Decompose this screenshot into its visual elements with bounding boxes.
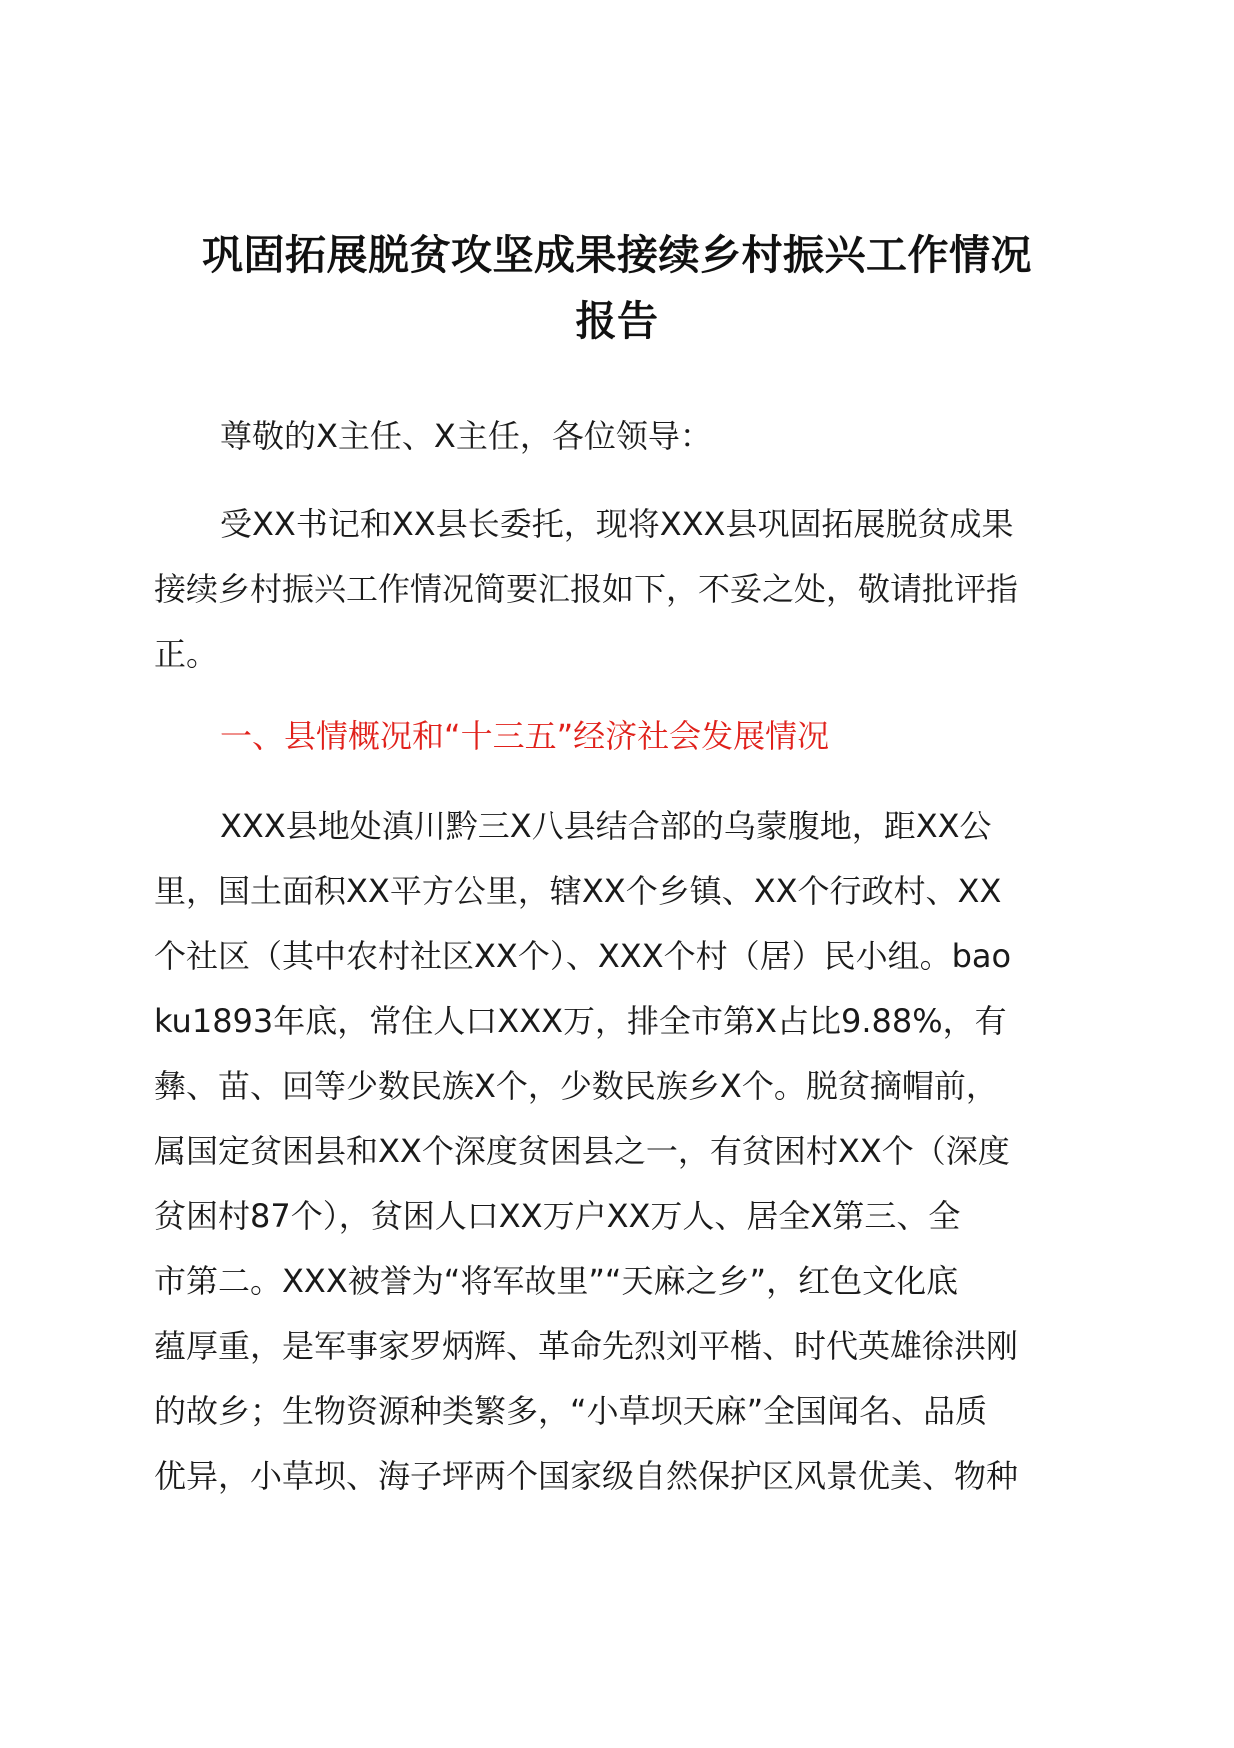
title-line-1: 巩固拓展脱贫攻坚成果接续乡村振兴工作情况 xyxy=(202,231,1032,279)
body-line: 贫困村87个），贫困人口XX万户XX万人、居全X第三、全 xyxy=(154,1197,961,1235)
body-line: 蕴厚重，是军事家罗炳辉、革命先烈刘平楷、时代英雄徐洪刚 xyxy=(154,1327,1019,1365)
title-line-2: 报告 xyxy=(575,297,659,345)
body-line: 市第二。XXX被誉为“将军故里”“天麻之乡”，红色文化底 xyxy=(154,1262,959,1300)
document-title xyxy=(150,222,1084,354)
body-line: 里，国土面积XX平方公里，辖XX个乡镇、XX个行政村、XX xyxy=(154,872,1002,910)
body-line: 属国定贫困县和XX个深度贫困县之一，有贫困村XX个（深度 xyxy=(154,1132,1010,1170)
salutation-paragraph xyxy=(154,404,1084,469)
body-line: 的故乡；生物资源种类繁多，“小草坝天麻”全国闻名、品质 xyxy=(154,1392,988,1430)
body-line: 优异，小草坝、海子坪两个国家级自然保护区风景优美、物种 xyxy=(154,1457,1019,1495)
body-line: XXX县地处滇川黔三X八县结合部的乌蒙腹地，距XX公 xyxy=(220,807,992,845)
intro-line: 接续乡村振兴工作情况简要汇报如下，不妥之处，敬请批评指 xyxy=(154,570,1019,608)
section-heading-1: 一、县情概况和“十三五”经济社会发展情况 xyxy=(220,717,830,755)
intro-line: 受XX书记和XX县长委托，现将XXX县巩固拓展脱贫成果 xyxy=(220,505,1014,543)
salutation-text: 尊敬的X主任、X主任，各位领导： xyxy=(220,417,712,455)
section-1-paragraph xyxy=(154,794,1084,1509)
body-line: ku1893年底，常住人口XXX万，排全市第X占比9.88%，有 xyxy=(154,1002,1007,1040)
body-line: 个社区（其中农村社区XX个）、XXX个村（居）民小组。bao xyxy=(154,937,1012,975)
body-line: 彝、苗、回等少数民族X个，少数民族乡X个。脱贫摘帽前， xyxy=(154,1067,998,1105)
intro-paragraph xyxy=(154,492,1084,687)
intro-line: 正。 xyxy=(154,635,219,673)
